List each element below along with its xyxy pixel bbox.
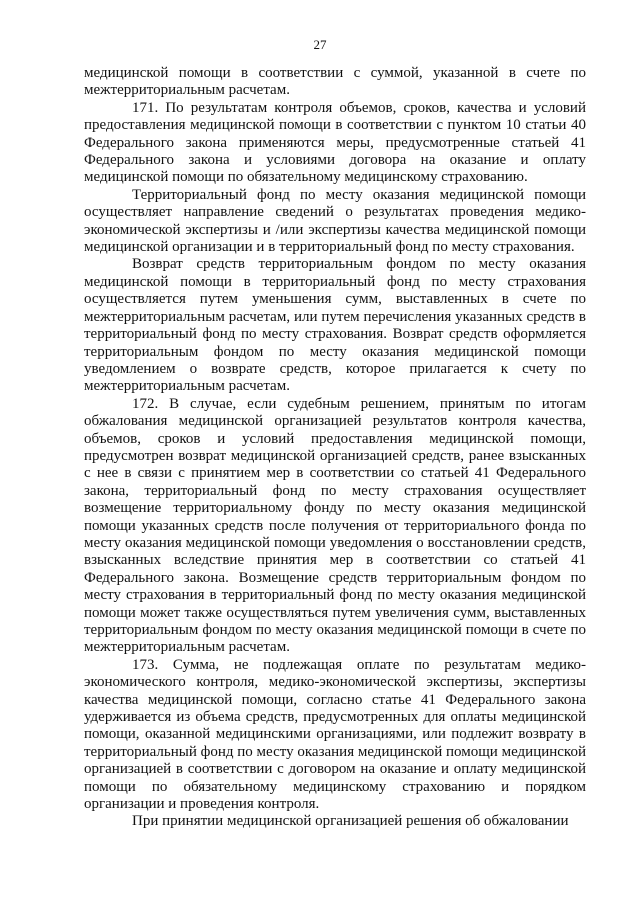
paragraph-172: 172. В случае, если судебным решением, принятым по итогам обжалования медицинской организацией результатов контроля качества, объемов, сроков и условий предоставления медицинской помощи, предусмотрен возврат медицинской организацией средств, ранее взысканных с нее в связи с принятием мер в соответствии со статьей 41 Федерального закона, территориальный фонд по месту страхования осуществляет возмещение территориальному фонду по месту оказания медицинской помощи указанных средств после получения от территориального фонда по месту оказания медицинской помощи уведомления о восстановлении средств, взысканных вследствие принятия мер в соответствии со статьей 41 Федерального закона. Возмещение средств территориальным фондом по месту страхования в территориальный фонд по месту оказания медицинской помощи может также осуществляться путем увеличения сумм, выставленных территориальным фондом по месту оказания медицинской помощи в счете по межтерриториальным расчетам. [84, 395, 586, 656]
page-number: 27 [313, 37, 327, 52]
paragraph-appeal-decision: При принятии медицинской организацией решения об обжаловании [132, 813, 569, 830]
paragraph-173: 173. Сумма, не подлежащая оплате по результатам медико-экономического контроля, медико-экономической экспертизы, экспертизы качества медицинской помощи, согласно статье 41 Федерального закона удерживается из объема средств, предусмотренных для оплаты медицинской помощи, оказанной медицинскими организациями, или подлежит возврату в территориальный фонд по месту оказания медицинской помощи медицинской организацией в соответствии с договором на оказание и оплату медицинской помощи по обязательному медицинскому страхованию и порядком организации и проведения контроля. [84, 656, 586, 813]
paragraph-continuation: медицинской помощи в соответствии с суммой, указанной в счете по межтерриториальным расчетам. [84, 65, 586, 99]
document-body [84, 65, 586, 831]
paragraph-return-of-funds: Возврат средств территориальным фондом по месту оказания медицинской помощи в территориальный фонд по месту страхования осуществляется путем уменьшения сумм, выставленных в счете по межтерриториальным расчетам, или путем перечисления указанных средств в территориальный фонд по месту страхования. Возврат средств оформляется территориальным фондом по месту оказания медицинской помощи уведомлением о возврате средств, которое прилагается к счету по межтерриториальным расчетам. [84, 256, 586, 395]
paragraph-171: 171. По результатам контроля объемов, сроков, качества и условий предоставления медицинской помощи в соответствии с пунктом 10 статьи 40 Федерального закона применяются меры, предусмотренные статьей 41 Федерального закона и условиями договора на оказание и оплату медицинской помощи по обязательному медицинскому страхованию. [84, 99, 586, 186]
paragraph-territorial-fund-info: Территориальный фонд по месту оказания медицинской помощи осуществляет направление сведений о результатах проведения медико-экономической экспертизы и /или экспертизы качества медицинской помощи медицинской организации и в территориальный фонд по месту страхования. [84, 186, 586, 256]
